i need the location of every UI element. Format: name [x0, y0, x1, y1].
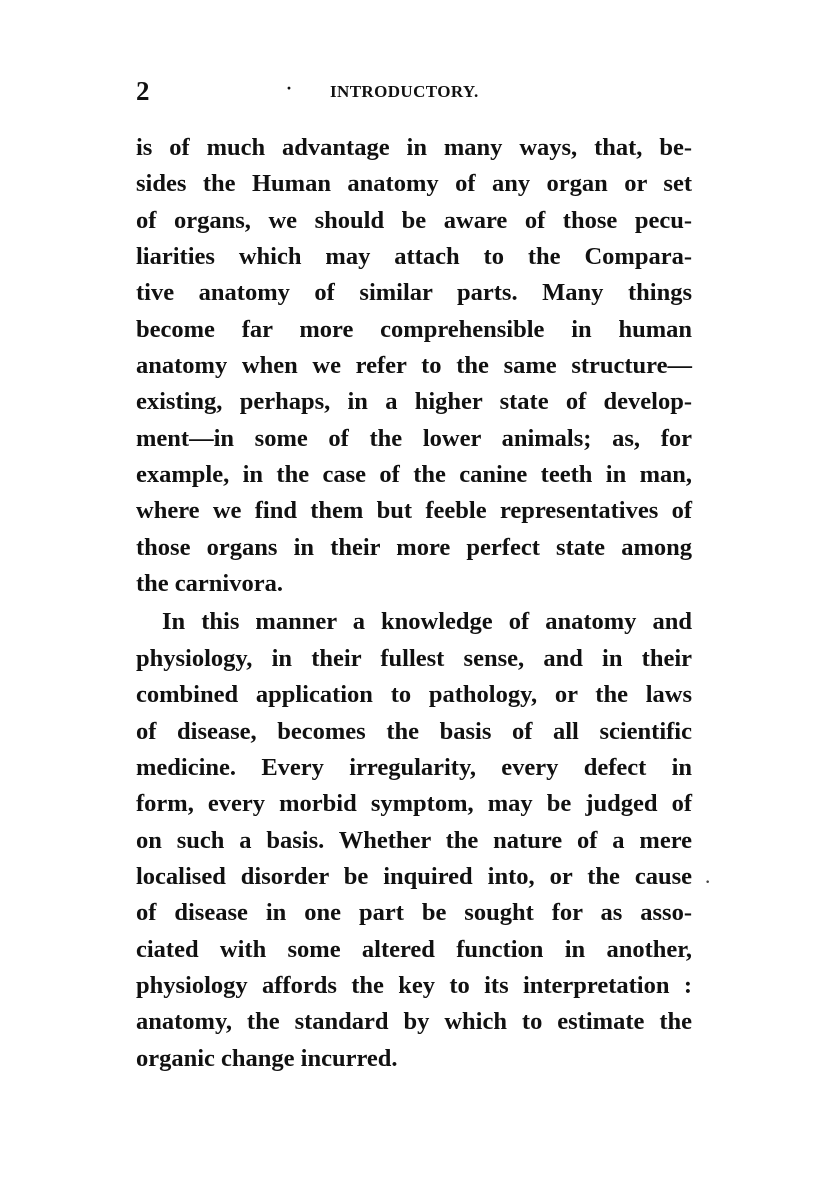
text-line: combined application to pathology, or the laws — [136, 681, 692, 709]
text-line: existing, perhaps, in a higher state of develop- — [136, 388, 692, 416]
page-number: 2 — [136, 76, 150, 106]
body-text — [136, 130, 692, 1077]
text-line: of disease, becomes the basis of all scientific — [136, 717, 692, 745]
text-line: example, in the case of the canine teeth in man, — [136, 461, 692, 489]
text-line: organic change incurred. — [136, 1044, 398, 1072]
text-line: the carnivora. — [136, 570, 283, 598]
text-line: ciated with some altered function in another, — [136, 935, 692, 963]
text-line: tive anatomy of similar parts. Many things — [136, 279, 692, 307]
text-line: localised disorder be inquired into, or the cause — [136, 862, 692, 890]
text-line: of organs, we should be aware of those pecu- — [136, 206, 692, 234]
paragraph-1 — [136, 130, 692, 602]
text-line: become far more comprehensible in human — [136, 315, 692, 343]
paragraph-2 — [136, 604, 692, 1076]
running-head: INTRODUCTORY. — [330, 82, 479, 101]
text-line: anatomy when we refer to the same structure— — [136, 352, 692, 380]
text-line: In this manner a knowledge of anatomy and — [162, 608, 692, 636]
text-line: is of much advantage in many ways, that, be- — [136, 134, 692, 161]
text-line: those organs in their more perfect state among — [136, 533, 692, 561]
text-line: of disease in one part be sought for as asso- — [136, 899, 692, 927]
margin-mark: · — [705, 874, 711, 891]
text-line: ment—in some of the lower animals; as, for — [136, 424, 692, 452]
text-line: sides the Human anatomy of any organ or set — [136, 170, 692, 198]
text-line: medicine. Every irregularity, every defect in — [136, 753, 692, 781]
text-line: physiology, in their fullest sense, and in their — [136, 644, 692, 672]
text-line: physiology affords the key to its interpretation : — [136, 971, 692, 999]
text-line: on such a basis. Whether the nature of a mere — [136, 826, 692, 854]
text-line: where we find them but feeble representatives of — [136, 497, 692, 525]
text-line: anatomy, the standard by which to estimate the — [136, 1008, 692, 1036]
text-line: liarities which may attach to the Compara- — [136, 243, 692, 271]
header-mark: · — [286, 78, 293, 98]
page-header — [136, 76, 696, 110]
text-line: form, every morbid symptom, may be judged of — [136, 790, 692, 818]
